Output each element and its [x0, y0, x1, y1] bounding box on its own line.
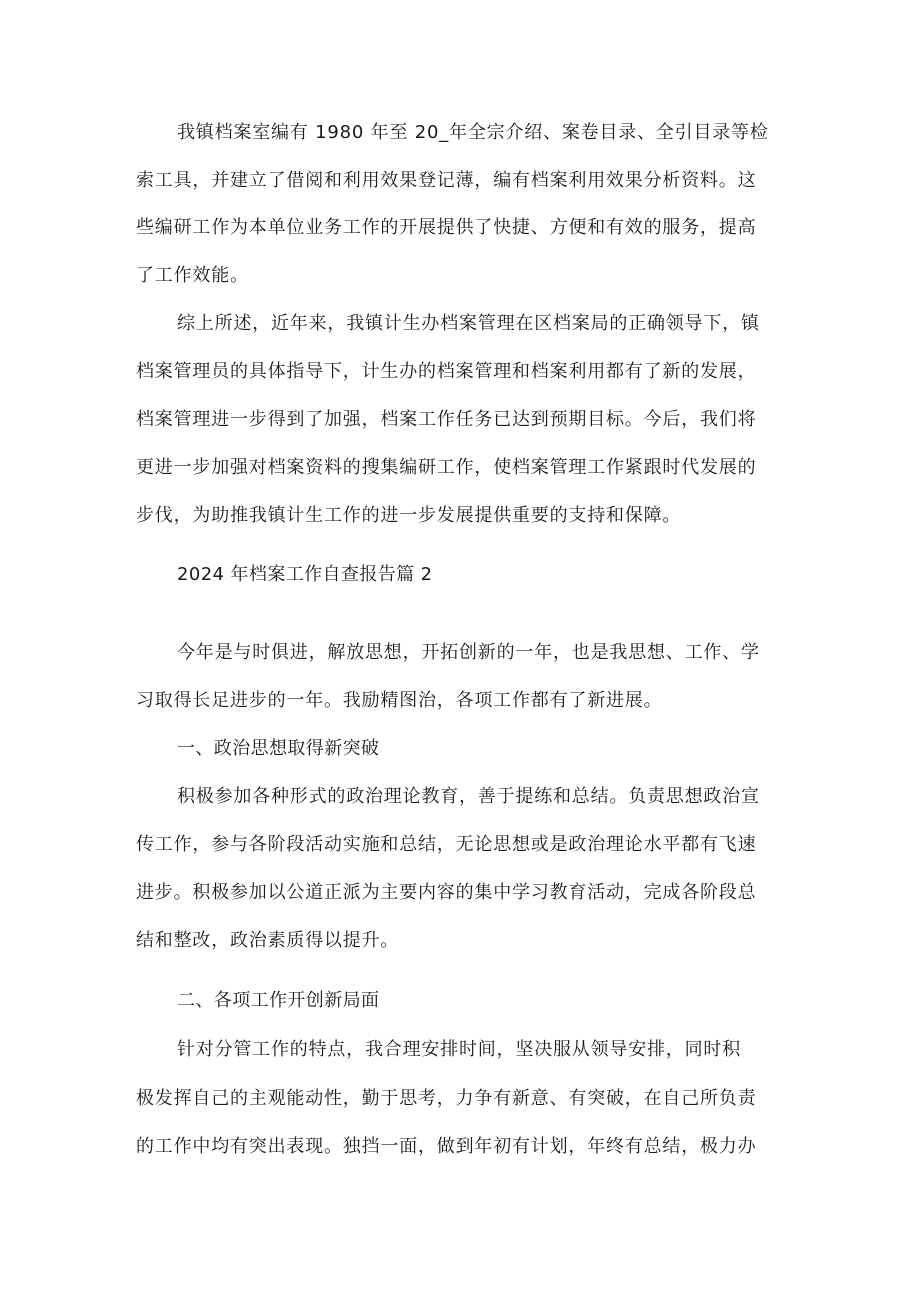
paragraph-line: 传工作，参与各阶段活动实施和总结，无论思想或是政治理论水平都有飞速 [136, 834, 757, 855]
paragraph-line: 索工具，并建立了借阅和利用效果登记薄，编有档案利用效果分析资料。这 [136, 170, 757, 191]
paragraph-line: 针对分管工作的特点，我合理安排时间，坚决服从领导安排，同时积 [177, 1039, 741, 1060]
paragraph-line: 了工作效能。 [136, 265, 249, 286]
paragraph-line: 档案管理员的具体指导下，计生办的档案管理和档案利用都有了新的发展， [136, 361, 757, 382]
paragraph-line: 步伐，为助推我镇计生工作的进一步发展提供重要的支持和保障。 [136, 505, 682, 526]
paragraph-line: 我镇档案室编有 1980 年至 20_年全宗介绍、案卷目录、全引目录等检 [177, 122, 769, 143]
paragraph-line: 综上所述，近年来，我镇计生办档案管理在区档案局的正确领导下，镇 [177, 313, 760, 334]
paragraph-line: 更进一步加强对档案资料的搜集编研工作，使档案管理工作紧跟时代发展的 [136, 457, 757, 478]
heading-work-progress: 二、各项工作开创新局面 [177, 990, 380, 1011]
paragraph-line: 极发挥自己的主观能动性，勤于思考，力争有新意、有突破，在自己所负责 [136, 1088, 757, 1109]
paragraph-line: 积极参加各种形式的政治理论教育，善于提练和总结。负责思想政治宣 [177, 786, 760, 807]
paragraph-line: 档案管理进一步得到了加强，档案工作任务已达到预期目标。今后，我们将 [136, 409, 757, 430]
paragraph-line: 些编研工作为本单位业务工作的开展提供了快捷、方便和有效的服务，提高 [136, 217, 757, 238]
paragraph-line: 习取得长足进步的一年。我励精图治，各项工作都有了新进展。 [136, 690, 663, 711]
paragraph-line: 进步。积极参加以公道正派为主要内容的集中学习教育活动，完成各阶段总 [136, 882, 757, 903]
paragraph-line: 的工作中均有突出表现。独挡一面，做到年初有计划，年终有总结，极力办 [136, 1136, 757, 1157]
paragraph-line: 今年是与时俱进，解放思想，开拓创新的一年，也是我思想、工作、学 [177, 642, 760, 663]
paragraph-line: 结和整改，政治素质得以提升。 [136, 930, 400, 951]
section-title: 2024 年档案工作自查报告篇 2 [177, 564, 433, 585]
heading-political-thought: 一、政治思想取得新突破 [177, 738, 380, 759]
